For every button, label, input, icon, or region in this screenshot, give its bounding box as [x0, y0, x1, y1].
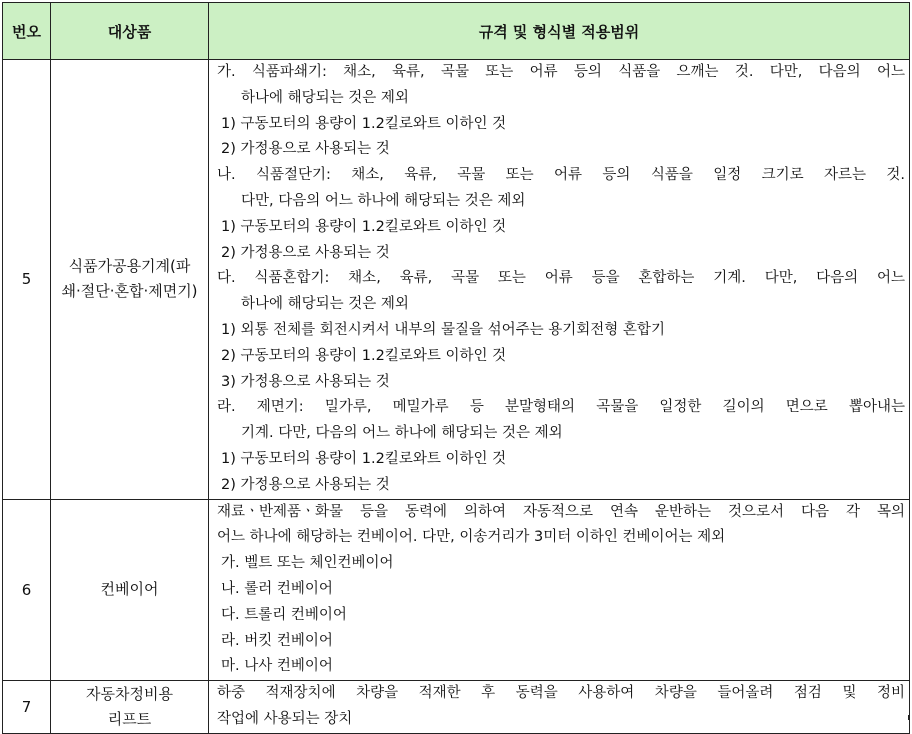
spec-line: 1) 구동모터의 용량이 1.2킬로와트 이하인 것: [221, 115, 507, 132]
table-row: [3, 499, 910, 681]
spec-line: 2) 가정용으로 사용되는 것: [221, 141, 390, 158]
header-number: 번오: [3, 3, 51, 60]
row-spec: [209, 681, 910, 734]
spec-line: 다. 트롤리 컨베이어: [221, 606, 347, 623]
spec-line: 라. 버킷 컨베이어: [221, 632, 333, 649]
row-spec: [209, 60, 910, 500]
row-target: [51, 681, 209, 734]
header-target: 대상품: [51, 3, 209, 60]
spec-line: 2) 가정용으로 사용되는 것: [221, 244, 390, 261]
spec-line: 마. 나사 컨베이어: [221, 658, 333, 675]
table-continuation: [2, 715, 909, 720]
row-target: [51, 60, 209, 500]
table-row: [3, 60, 910, 500]
spec-line: 기계. 다만, 다음의 어느 하나에 해당되는 것은 제외: [241, 425, 563, 442]
spec-line: 2) 가정용으로 사용되는 것: [221, 476, 390, 493]
spec-line: 나. 롤러 컨베이어: [221, 580, 333, 597]
spec-line: 다. 식품혼합기: 채소, 육류, 곡물 또는 어류 등을 혼합하는 기계. 다만, 다음의 어느: [217, 270, 905, 287]
spec-line: 1) 구동모터의 용량이 1.2킬로와트 이하인 것: [221, 450, 507, 467]
spec-line: 하중 적재장치에 차량을 적재한 후 동력을 사용하여 차량을 들어올려 점검 및 정비: [217, 685, 905, 702]
regulation-table: [2, 2, 910, 734]
spec-line: 어느 하나에 해당하는 컨베이어. 다만, 이송거리가 3미터 이하인 컨베이어는 제외: [217, 529, 726, 546]
row-number: 7: [3, 681, 51, 734]
spec-line: 1) 외통 전체를 회전시켜서 내부의 물질을 섞어주는 용기회전형 혼합기: [221, 321, 665, 338]
spec-line: 라. 제면기: 밀가루, 메밀가루 등 분말형태의 곡물을 일정한 길이의 면으로 뽑아내는: [217, 399, 905, 416]
spec-line: 다만, 다음의 어느 하나에 해당되는 것은 제외: [241, 192, 526, 209]
table-row: [3, 681, 910, 734]
target-line: 쇄·절단·혼합·제면기): [61, 282, 198, 301]
spec-line: 재료ㆍ반제품ㆍ화물 등을 동력에 의하여 자동적으로 연속 운반하는 것으로서 다음 각 목의: [217, 503, 905, 520]
header-spec: 규격 및 형식별 적용범위: [209, 3, 910, 60]
spec-line: 하나에 해당되는 것은 제외: [241, 296, 409, 313]
table-continuation-divider: [208, 715, 209, 720]
table-continuation-divider: [50, 715, 51, 720]
spec-line: 하나에 해당되는 것은 제외: [241, 89, 409, 106]
spec-line: 작업에 사용되는 장치: [217, 710, 353, 727]
spec-line: 가. 벨트 또는 체인컨베이어: [221, 555, 394, 572]
spec-line: 3) 가정용으로 사용되는 것: [221, 373, 390, 390]
spec-line: 1) 구동모터의 용량이 1.2킬로와트 이하인 것: [221, 218, 507, 235]
target-line: 식품가공용기계(파: [68, 257, 191, 276]
row-spec: [209, 499, 910, 681]
target-line: 자동차정비용: [86, 684, 173, 703]
target-line: 리프트: [107, 709, 152, 728]
row-target: [51, 499, 209, 681]
row-number: 6: [3, 499, 51, 681]
spec-line: 2) 구동모터의 용량이 1.2킬로와트 이하인 것: [221, 347, 507, 364]
header-row: [3, 3, 910, 60]
spec-line: 가. 식품파쇄기: 채소, 육류, 곡물 또는 어류 등의 식품을 으깨는 것. 다만, 다음의 어느: [217, 64, 905, 80]
spec-line: 나. 식품절단기: 채소, 육류, 곡물 또는 어류 등의 식품을 일정 크기로 자르는 것.: [217, 167, 905, 184]
row-number: 5: [3, 60, 51, 500]
target-line: 컨베이어: [100, 580, 159, 599]
